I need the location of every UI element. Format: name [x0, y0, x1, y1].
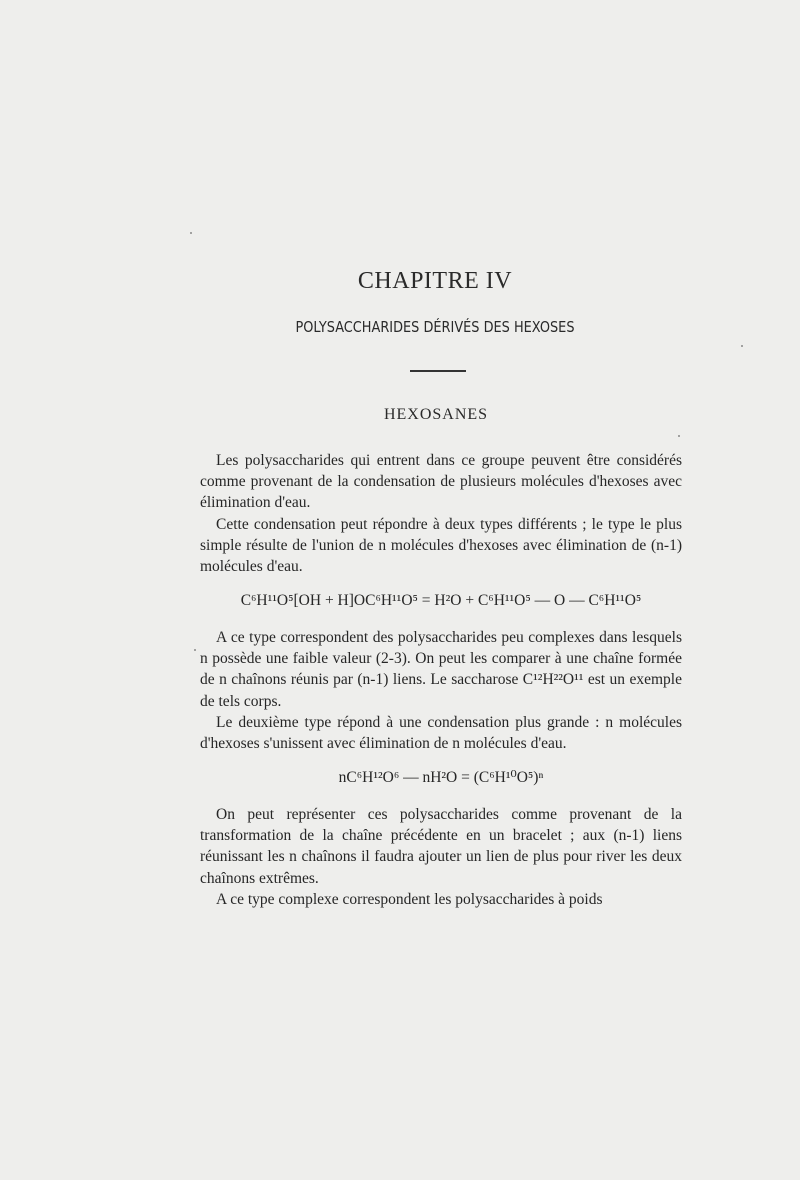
paragraph-block-1	[200, 450, 682, 577]
stray-mark	[190, 232, 192, 234]
paragraph-first-type: A ce type correspondent des polysaccharides peu complexes dans lesquels n possède une faible valeur (2-3). On peut les comparer à une chaîne formée de n chaînons réunis par (n-1) liens. Le saccharose C¹²H²²O¹¹ est un exemple de tels corps.	[200, 629, 682, 710]
paragraph-bracelet: On peut représenter ces polysaccharides comme provenant de la transformation de la chaîne précédente en un bracelet ; aux (n-1) liens réunissant les n chaînons il faudra ajouter un lien de plus pour river les deux chaînons extrêmes.	[200, 806, 682, 887]
paragraph-two-types: Cette condensation peut répondre à deux types différents ; le type le plus simple résulte de l'union de n molécules d'hexoses avec élimination de (n-1) molécules d'eau.	[200, 515, 682, 576]
formula-polysaccharide: nC⁶H¹²O⁶ — nH²O = (C⁶H¹⁰O⁵)ⁿ	[338, 769, 544, 786]
title-rule	[410, 370, 466, 372]
section-heading: HEXOSANES	[383, 406, 489, 423]
chapter-title: CHAPITRE IV	[357, 268, 513, 294]
paragraph-second-type: Le deuxième type répond à une condensation plus grande : n molécules d'hexoses s'unissent avec élimination de n molécules d'eau.	[200, 713, 682, 753]
stray-mark	[678, 435, 680, 437]
chapter-subtitle: POLYSACCHARIDES DÉRIVÉS DES HEXOSES	[295, 318, 575, 336]
paragraph-block-3	[200, 804, 682, 910]
stray-mark	[741, 345, 743, 347]
stray-mark	[194, 649, 196, 651]
paragraph-hexosanes-intro: Les polysaccharides qui entrent dans ce groupe peuvent être considérés comme provenant de la condensation de plusieurs molécules d'hexoses avec élimination d'eau.	[200, 452, 682, 512]
paragraph-complex-type: A ce type complexe correspondent les polysaccharides à poids	[216, 890, 603, 908]
formula-disaccharide: C⁶H¹¹O⁵[OH + H]OC⁶H¹¹O⁵ = H²O + C⁶H¹¹O⁵ — O — C⁶H¹¹O⁵	[240, 592, 642, 609]
paragraph-block-2	[200, 627, 682, 754]
